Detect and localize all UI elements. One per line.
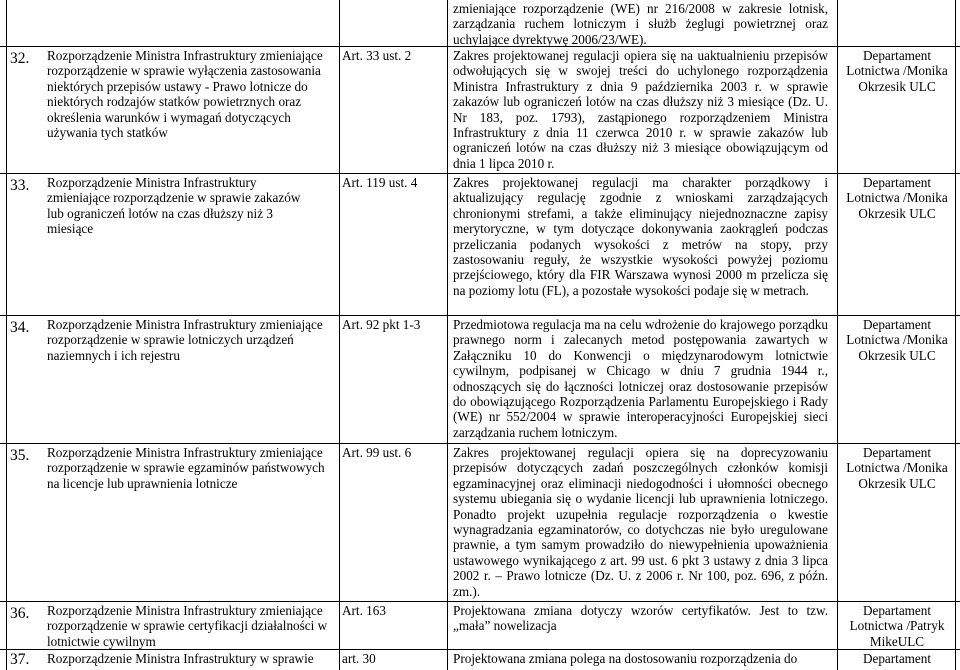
row-department: Departament Lotnictwa /Monika Okrzesik ULC	[846, 48, 948, 94]
column-divider	[447, 0, 448, 670]
row-department: Departament	[862, 651, 932, 666]
row-article: Art. 33 ust. 2	[342, 48, 412, 63]
row-regulation: Rozporządzenie Ministra Infrastruktury zmieniające rozporządzenie w sprawie zakazów lub ograniczeń lotów na czas dłuższy niż 3 miesiące	[47, 175, 301, 237]
row-article: art. 30	[342, 651, 376, 666]
row-divider	[0, 315, 960, 316]
row-article: Art. 99 ust. 6	[342, 445, 412, 460]
row-article: Art. 92 pkt 1-3	[342, 317, 421, 332]
row-number: 35.	[10, 447, 30, 464]
row-department: Departament Lotnictwa /Monika Okrzesik ULC	[846, 445, 948, 491]
row-description: Projektowana zmiana polega na dostosowaniu rozporządzenia do	[453, 651, 798, 666]
row-description: zmieniające rozporządzenie (WE) nr 216/2008 w zakresie lotnisk, zarządzania ruchem lotniczym i służb żeglugi powietrznej oraz uchylające dyrektywę 2006/23/WE).	[453, 1, 828, 47]
row-number: 37.	[10, 651, 30, 668]
row-article: Art. 163	[342, 603, 386, 618]
row-number: 36.	[10, 605, 30, 622]
row-number: 34.	[10, 319, 30, 336]
row-regulation: Rozporządzenie Ministra Infrastruktury zmieniające rozporządzenie w sprawie egzaminów państwowych na licencje lub uprawnienia lotnicze	[47, 445, 325, 491]
row-description: Zakres projektowanej regulacji ma charakter porządkowy i aktualizujący regulację zgodnie z wnioskami zarządzających chronionymi strefami, a także eliminujący niejednoznaczne zapisy merytoryczne, w tym dotyczące dokonywania zaokrągleń podczas przeliczania podanych wysokości z metrów na stopy, przy zastosowaniu reguły, że wszystkie wysokości powyżej poziomu przejściowego, który dla FIR Warszawa wynosi 2000 m przelicza się na poziomy lotu (FL), a pozostałe wysokości podaje się w metrach.	[453, 175, 828, 298]
row-divider	[0, 601, 960, 602]
row-department: Departament Lotnictwa /Monika Okrzesik ULC	[846, 175, 948, 221]
row-regulation: Rozporządzenie Ministra Infrastruktury zmieniające rozporządzenie w sprawie wyłączenia zastosowania niektórych przepisów ustawy - Prawo lotnicze do niektórych rodzajów statków powietrznych oraz określenia warunków i wymagań dotyczących używania tych statków	[47, 48, 323, 141]
row-description: Projektowana zmiana dotyczy wzorów certyfikatów. Jest to tzw. „mała” nowelizacja	[453, 603, 828, 634]
row-regulation: Rozporządzenie Ministra Infrastruktury zmieniające rozporządzenie w sprawie lotniczych urządzeń naziemnych i ich rejestru	[47, 317, 323, 363]
column-divider	[837, 0, 838, 670]
column-divider	[6, 0, 7, 670]
column-divider	[955, 0, 956, 670]
row-divider	[0, 443, 960, 444]
column-divider	[339, 0, 340, 670]
row-article: Art. 119 ust. 4	[342, 175, 418, 190]
row-department: Departament Lotnictwa /Monika Okrzesik ULC	[846, 317, 948, 363]
row-divider	[0, 173, 960, 174]
row-description: Zakres projektowanej regulacji opiera się na doprecyzowaniu przepisów dotyczących zadań poszczególnych członków komisji egzaminacyjnej oraz eliminacji niedogodności i ułomności obecnego systemu ubiegania się o wydanie licencji lub uprawnienia lotniczego. Ponadto projekt uzupełnia regulacje rozporządzenia o kwestie wynagradzania egzaminatorów, co dotychczas nie było uregulowane prawnie, a tym samym prowadziło do niewypełnienia upoważnienia ustawowego wynikającego z art. 99 ust. 6 pkt 3 ustawy z dnia 3 lipca 2002 r. – Prawo lotnicze (Dz. U. z 2006 r. Nr 100, poz. 696, z późn. zm.).	[453, 445, 828, 599]
row-department: Departament Lotnictwa /Patryk MikeULC	[849, 603, 945, 649]
row-number: 32.	[10, 50, 30, 67]
row-description: Przedmiotowa regulacja ma na celu wdrożenie do krajowego porządku prawnego norm i zalecanych metod postępowania zawartych w Załączniku 10 do Konwencji o międzynarodowym lotnictwie cywilnym, podpisanej w Chicago w dniu 7 grudnia 1944 r., odnoszących się do łączności lotniczej oraz dostosowanie przepisów do obowiązującego Rozporządzenia Parlamentu Europejskiego i Rady (WE) nr 552/2004 w sprawie interoperacyjności Europejskiej sieci zarządzania ruchem lotniczym.	[453, 317, 828, 440]
row-description: Zakres projektowanej regulacji opiera się na uaktualnieniu przepisów odwołujących się w swojej treści do uchylonego rozporządzenia Ministra Infrastruktury z dnia 9 października 2003 r. w sprawie zakazów lub ograniczeń lotów na czas dłuższy niż 3 miesiące (Dz. U. Nr 183, poz. 1793), zastąpionego rozporządzeniem Ministra Infrastruktury z dnia 11 czerwca 2010 r. w sprawie zakazów lub ograniczeń lotów na czas dłuższy niż 3 miesiące obowiązującym od dnia 1 lipca 2010 r.	[453, 48, 828, 171]
row-regulation: Rozporządzenie Ministra Infrastruktury zmieniające rozporządzenie w sprawie certyfikacji działalności w lotnictwie cywilnym	[47, 603, 328, 649]
row-regulation: Rozporządzenie Ministra Infrastruktury w sprawie	[47, 651, 314, 666]
row-number: 33.	[10, 177, 30, 194]
